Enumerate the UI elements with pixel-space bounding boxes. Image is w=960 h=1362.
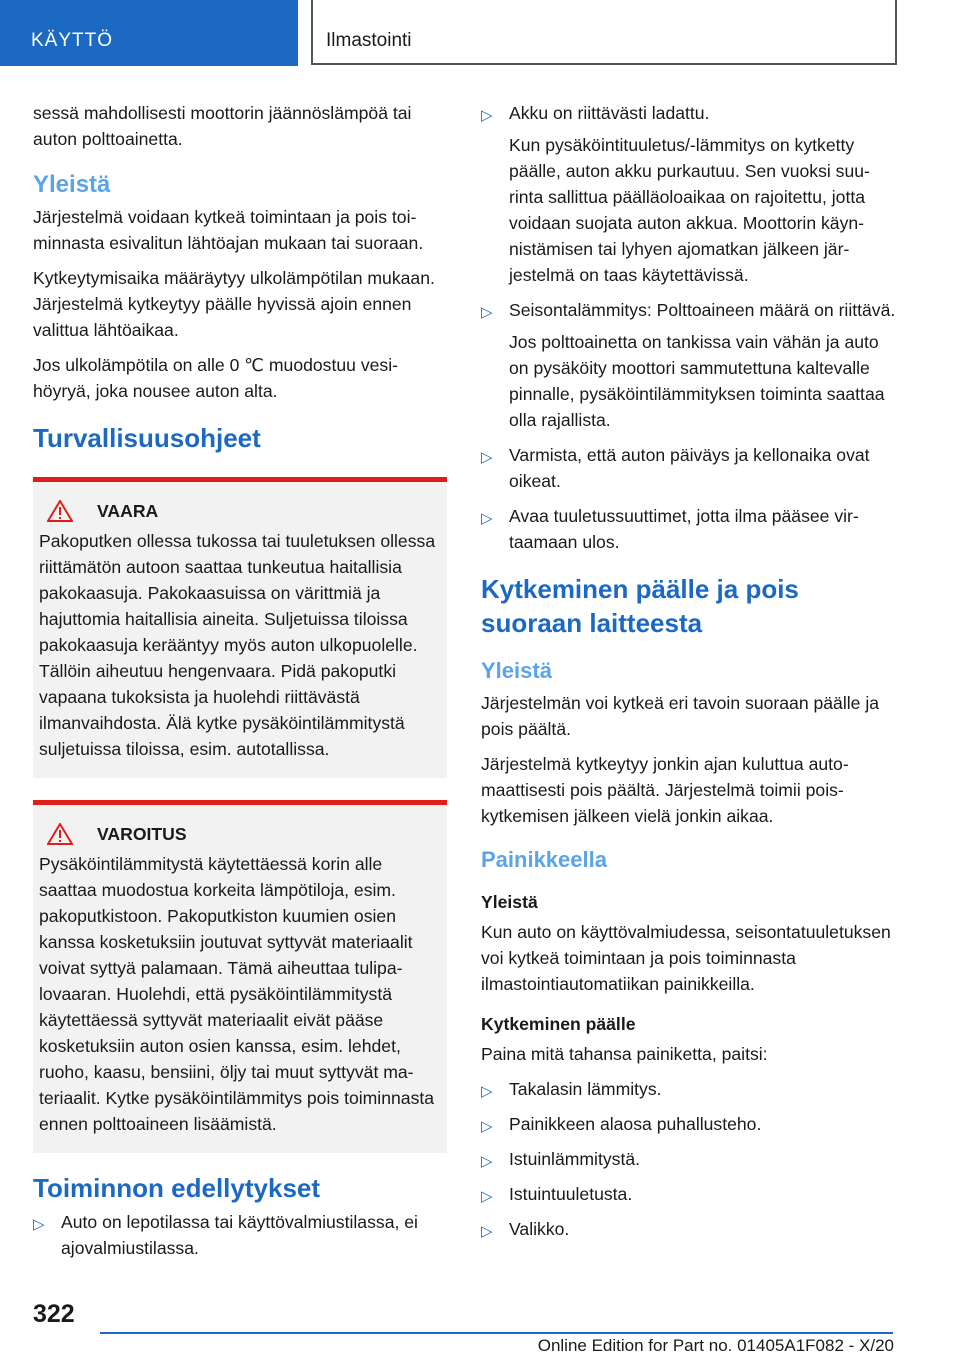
section-tab xyxy=(0,0,298,66)
paragraph: Järjestelmä kytkeytyy jonkin ajan kuluttua automaattisesti pois päältä. Järjestelmä toimii poiskytkemisen jälkeen vielä jonkin aikaa. xyxy=(481,754,849,826)
list-item: ▷ Istuinlämmitystä. xyxy=(481,1146,897,1172)
intro-text: sessä mahdollisesti moottorin jäännöslämpöä tai auton polttoainetta. xyxy=(33,103,412,149)
right-column xyxy=(481,100,897,1251)
warning-title: VAROITUS xyxy=(97,823,187,844)
prerequisites-heading: Toiminnon edellytykset xyxy=(33,1173,321,1203)
prerequisites-list-cont xyxy=(481,100,897,555)
bullet-icon: ▷ xyxy=(481,1223,493,1240)
footer-divider xyxy=(100,1332,893,1334)
list-item: ▷ Avaa tuuletussuuttimet, jotta ilma pääsee virtaamaan ulos. xyxy=(481,506,859,552)
list-item: ▷ Painikkeen alaosa puhallusteho. xyxy=(481,1111,897,1137)
paragraph: Järjestelmän voi kytkeä eri tavoin suoraan päälle ja pois päältä. xyxy=(481,693,880,739)
bullet-icon: ▷ xyxy=(481,1153,493,1170)
exceptions-list xyxy=(481,1076,897,1242)
danger-text: Pakoputken ollessa tukossa tai tuuletuksen ollessa riittämätön autoon saattaa tunkeutua haitallisia pakokaasuja. Pakokaasuissa on värittmiä ja hajuttomia haitallisia aineita. Suljetuissa tiloissa pakokaasuja kerääntyy myös auton ulkopuolelle. Tällöin aiheutuu hengenvaara. Pidä pakoputki vapaana tukoksista ja huolehdi riittävästä ilmanvaihdosta. Älä kytke pysäköintilämmitystä suljetuissa tiloissa, esim. autotallissa. xyxy=(39,531,436,759)
paragraph: Järjestelmä voidaan kytkeä toimintaan ja pois toiminnasta esivalitun lähtöajan mukaan tai suoraan. xyxy=(33,207,424,253)
yleista-heading: Yleistä xyxy=(481,658,552,683)
buttons-heading: Painikkeella xyxy=(481,847,607,872)
paragraph: Jos ulkolämpötila on alle 0 ℃ muodostuu vesihöyryä, joka nousee auton alta. xyxy=(33,355,398,401)
bullet-icon: ▷ xyxy=(481,304,493,321)
paragraph: Paina mitä tahansa painiketta, paitsi: xyxy=(481,1044,768,1064)
page-number: 322 xyxy=(33,1300,75,1328)
yleista-heading: Yleistä xyxy=(33,171,111,198)
topic-header xyxy=(311,0,897,65)
list-item: ▷ Valikko. xyxy=(481,1216,897,1242)
warning-text: Pysäköintilämmitystä käytettäessä korin alle saattaa muodostua korkeita lämpötiloja, esim. pakoputkistoon. Pakoputkiston kuumien osien kanssa kosketuksiin joutuvat syttyvät materiaalit voivat syttyä palamaan. Tämä aiheuttaa tulipalovaaran. Huolehdi, että pysäköintilämmitystä käytettäessä syttyvät materiaalit eivät pääse kosketuksiin auton osien kanssa, esim. lehdet, ruoho, kaasu, bensiini, öljy tai muut syttyvät materiaalit. Kytke pysäköintilämmitys pois toiminnasta ennen polttoaineen lisäämistä. xyxy=(39,854,435,1134)
list-item-note: Kun pysäköintituuletus/-lämmitys on kytketty päälle, auton akku purkautuu. Sen vuoksi suurinta sallittua päälläoloaikaa on rajoitettu, jotta voidaan suojata auton akkua. Moottorin käynnistämisen tai lyhyen ajomatkan jälkeen järjestelmä on taas käytettävissä. xyxy=(509,135,870,285)
bullet-icon: ▷ xyxy=(481,1118,493,1135)
danger-box xyxy=(33,477,447,778)
sub-heading: Kytkeminen päälle xyxy=(481,1014,636,1034)
warning-box xyxy=(33,800,447,1153)
warning-triangle-icon xyxy=(47,823,73,845)
paragraph: Kytkeytymisaika määräytyy ulkolämpötilan mukaan. Järjestelmä kytkeytyy päälle hyvissä ajoin ennen valittua lähtöaikaa. xyxy=(33,268,435,340)
bullet-icon: ▷ xyxy=(481,510,493,527)
bullet-icon: ▷ xyxy=(481,1188,493,1205)
direct-control-heading: Kytkeminen päälle ja pois suoraan laitteesta xyxy=(481,574,799,638)
list-item: ▷ Varmista, että auton päiväys ja kellonaika ovat oikeat. xyxy=(481,445,870,491)
danger-title: VAARA xyxy=(97,500,159,521)
list-item-note: Jos polttoainetta on tankissa vain vähän ja auto on pysäköity moottori sammutettuna kaltevalle pinnalle, pysäköintilämmityksen toiminta saattaa olla rajallista. xyxy=(509,332,885,430)
list-item: ▷ Takalasin lämmitys. xyxy=(481,1076,897,1102)
paragraph: Kun auto on käyttövalmiudessa, seisontatuuletuksen voi kytkeä toimintaan ja pois toiminnasta ilmastointiautomatiikan painikkeilla. xyxy=(481,922,891,994)
bullet-icon: ▷ xyxy=(481,107,493,124)
edition-footer: Online Edition for Part no. 01405A1F082 - X/20 xyxy=(537,1336,894,1355)
topic-label: Ilmastointi xyxy=(326,30,412,51)
sub-heading: Yleistä xyxy=(481,892,538,912)
safety-heading: Turvallisuusohjeet xyxy=(33,423,261,453)
bullet-icon: ▷ xyxy=(481,1083,493,1100)
section-label: KÄYTTÖ xyxy=(31,30,114,51)
bullet-icon: ▷ xyxy=(33,1216,45,1233)
warning-triangle-icon xyxy=(47,500,73,522)
list-item: ▷ Akku on riittävästi ladattu. Kun pysäköintituuletus/-lämmitys on kytketty päälle, auton akku purkautuu. Sen vuoksi suurinta sallittua päälläoloaikaa on rajoitettu, jotta voidaan suojata auton akkua. Moottorin käynnistämisen tai lyhyen ajomatkan jälkeen järjestelmä on taas käytettävissä. xyxy=(481,100,897,288)
list-item: ▷ Auto on lepotilassa tai käyttövalmiustilassa, ei ajovalmiustilassa. xyxy=(33,1212,418,1258)
prerequisites-list xyxy=(33,1209,447,1261)
bullet-icon: ▷ xyxy=(481,449,493,466)
list-item: ▷ Istuintuuletusta. xyxy=(481,1181,897,1207)
warning-title-row xyxy=(39,823,441,845)
left-column xyxy=(33,100,447,1270)
list-item: ▷ Seisontalämmitys: Polttoaineen määrä on riittävä. Jos polttoainetta on tankissa vain vähän ja auto on pysäköity moottori sammutettuna kaltevalle pinnalle, pysäköintilämmityksen toiminta saattaa olla rajallista. xyxy=(481,297,897,433)
danger-title-row xyxy=(39,500,441,522)
